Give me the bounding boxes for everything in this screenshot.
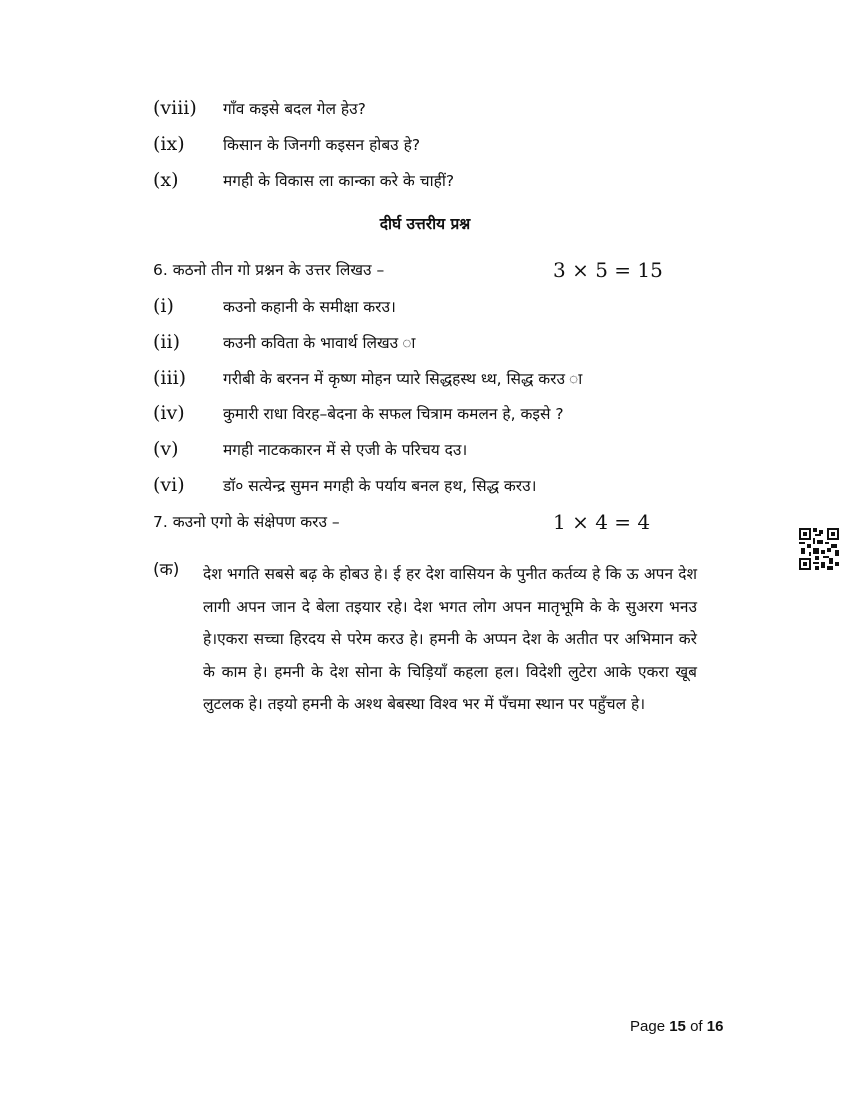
question-text: गाँव कइसे बदल गेल हेउ? xyxy=(223,100,366,118)
question-number: (ii) xyxy=(153,331,180,353)
question-number: (viii) xyxy=(153,97,197,119)
question-6-label: 6. कठनो तीन गो प्रश्नन के उत्तर लिखउ – xyxy=(153,261,385,279)
question-6-marks: 3 × 5 = 15 xyxy=(553,258,663,282)
long-question-v xyxy=(153,438,713,460)
page-of: of xyxy=(690,1018,703,1035)
question-viii xyxy=(153,97,713,119)
question-text: डॉ० सत्येन्द्र सुमन मगही के पर्याय बनल हथ, सिद्ध करउ। xyxy=(223,477,537,495)
long-question-vi xyxy=(153,474,713,496)
question-number: (v) xyxy=(153,438,179,460)
question-number: (x) xyxy=(153,169,179,191)
question-number: (ix) xyxy=(153,133,185,155)
long-question-iv xyxy=(153,402,713,424)
question-text: कउनी कविता के भावार्थ लिखउ ा xyxy=(223,334,416,352)
page-number xyxy=(630,1018,723,1035)
current-page: 15 xyxy=(669,1018,686,1035)
question-ix xyxy=(153,133,713,155)
long-question-i xyxy=(153,295,713,317)
qr-code-icon xyxy=(799,528,839,570)
question-text: गरीबी के बरनन में कृष्ण मोहन प्यारे सिद्धहस्थ ध्थ, सिद्ध करउ ा xyxy=(223,370,583,388)
question-text: मगही के विकास ला कान्का करे के चाहीं? xyxy=(223,172,455,190)
section-heading: दीर्घ उत्तरीय प्रश्न xyxy=(379,215,471,233)
question-text: कुमारी राधा विरह–बेदना के सफल चित्राम कमलन हे, कइसे ? xyxy=(223,405,564,423)
long-question-iii xyxy=(153,367,713,389)
long-question-ii xyxy=(153,331,713,353)
question-text: मगही नाटककारन में से एजी के परिचय दउ। xyxy=(223,441,468,459)
question-7-marks: 1 × 4 = 4 xyxy=(553,510,651,534)
question-number: (i) xyxy=(153,295,174,317)
page-prefix: Page xyxy=(630,1018,666,1035)
passage-text: देश भगति सबसे बढ़ के होबउ हे। ई हर देश वासियन के पुनीत कर्तव्य हे कि ऊ अपन देश लागी अपन जान दे बेला तइयार रहे। देश भगत लोग अपन मातृभूमि के के सुअरग भनउ हे।एकरा सच्चा हिरदय से परेम करउ हे। हमनी के अप्पन देश के अतीत पर अभिमान करे के काम हे। हमनी के देश सोना के चिड़ियाँ कहला हल। विदेशी लुटेरा आके एकरा खूब लुटलक हे। तइयो हमनी के अश्थ बेबस्था विश्व भर में पँचमा स्थान पर पहुँचल हे। xyxy=(203,565,697,714)
question-x xyxy=(153,169,713,191)
question-number: (vi) xyxy=(153,474,185,496)
question-number: (iv) xyxy=(153,402,185,424)
question-6-header xyxy=(153,258,673,280)
total-pages: 16 xyxy=(706,1018,724,1035)
passage-label: (क) xyxy=(153,560,180,580)
question-7-header xyxy=(153,510,673,532)
question-text: कउनो कहानी के समीक्षा करउ। xyxy=(223,298,396,316)
question-number: (iii) xyxy=(153,367,187,389)
question-text: किसान के जिनगी कइसन होबउ हे? xyxy=(223,136,421,154)
question-7-label: 7. कउनो एगो के संक्षेपण करउ – xyxy=(153,513,340,531)
